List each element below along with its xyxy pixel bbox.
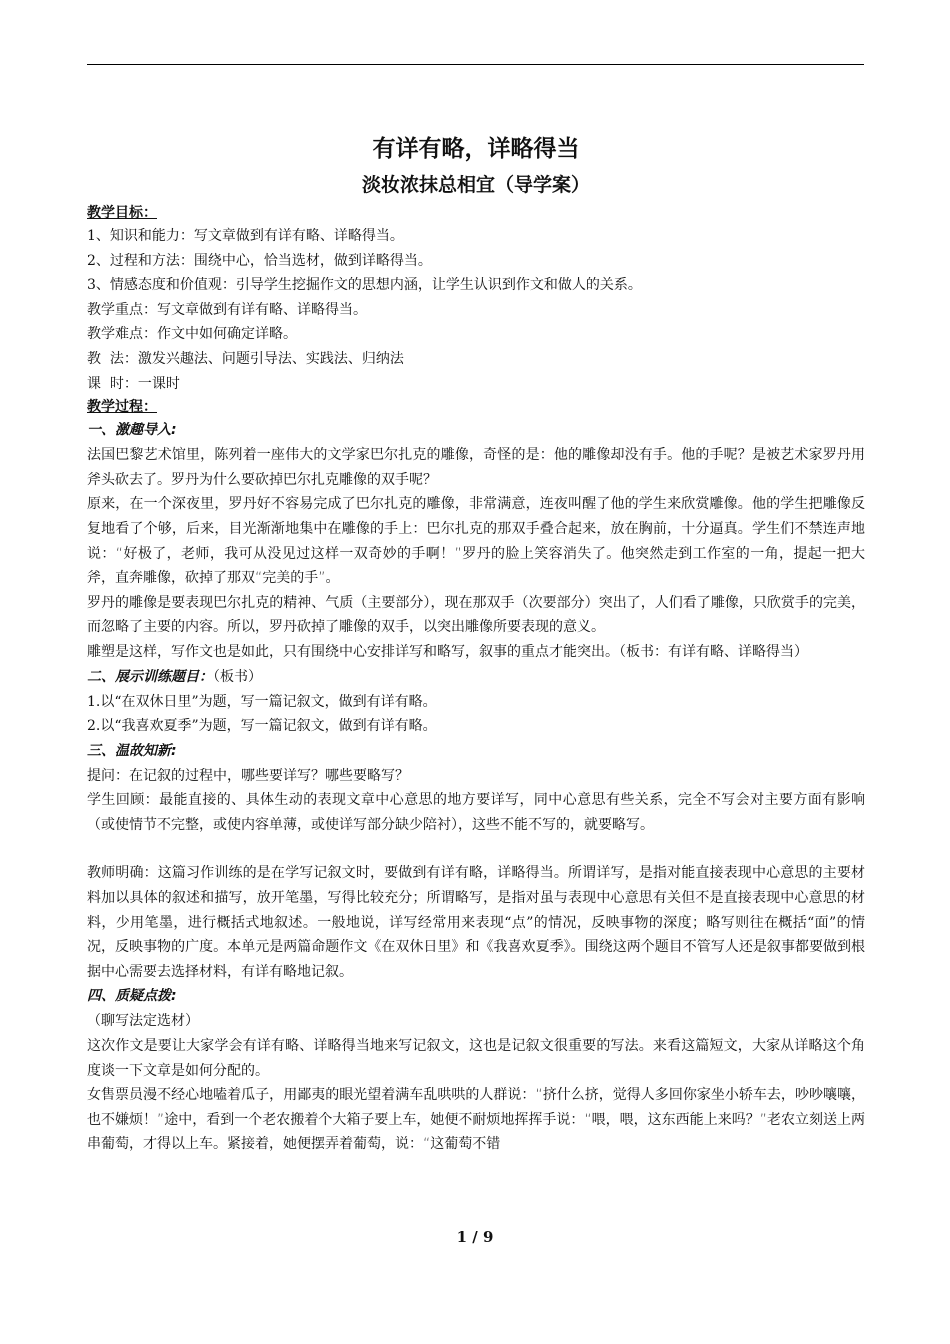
section-3-heading: 三、温故知新: <box>87 742 177 759</box>
section-3-question: 提问：在记叙的过程中，哪些要详写？哪些要略写？ <box>87 767 409 784</box>
section-4-heading: 四、质疑点拨: <box>87 988 177 1005</box>
document-subtitle: 淡妆浓抹总相宜（导学案） <box>361 174 590 196</box>
blank-line <box>87 837 865 861</box>
goals-heading: 教学目标： <box>87 205 157 221</box>
key-point: 教学重点：写文章做到有详有略、详略得当。 <box>87 301 367 318</box>
page-number: 1 / 9 <box>456 1228 494 1246</box>
goal-item: 3、情感态度和价值观：引导学生挖掘作文的思想内涵，让学生认识到作文和做人的关系。 <box>87 277 642 294</box>
section-2-note: （板书） <box>213 668 262 685</box>
section-4-subheading: （聊写法定选材） <box>87 1013 199 1030</box>
section-4-sample-text: 女售票员漫不经心地嗑着瓜子，用鄙夷的眼光望着满车乱哄哄的人群说：“挤什么挤，觉得人多回你家坐小轿车去，吵吵嚷嚷，也不嫌烦！”途中，看到一个老农搬着个大箱子要上车，她便不耐烦地挥挥手说：“喂，喂，这东西能上来吗？”老农立刻送上两串葡萄，才得以上车。紧接着，她便摆弄着葡萄，说：“这葡萄不错 <box>87 1087 865 1153</box>
document-body <box>87 132 865 1157</box>
teaching-method: 教 法：激发兴趣法、问题引导法、实践法、归纳法 <box>87 350 404 367</box>
section-3-student-answer: 学生回顾：最能直接的、具体生动的表现文章中心意思的地方要详写，同中心意思有些关系，完全不写会对主要方面有影响（或使情节不完整，或使内容单薄，或使详写部分缺少陪衬），这些不能不写的，就要略写。 <box>87 792 865 833</box>
difficult-point: 教学难点：作文中如何确定详略。 <box>87 326 297 343</box>
exercise-item: 2.以“我喜欢夏季”为题，写一篇记叙文，做到有详有略。 <box>87 718 437 735</box>
section-1-heading: 一、激趣导入: <box>87 422 177 439</box>
exercise-item: 1.以“在双休日里”为题，写一篇记叙文，做到有详有略。 <box>87 693 437 710</box>
section-1-para-2: 原来，在一个深夜里，罗丹好不容易完成了巴尔扎克的雕像，非常满意，连夜叫醒了他的学生来欣赏雕像。他的学生把雕像反复地看了个够，后来，目光渐渐地集中在雕像的手上：巴尔扎克的那双手叠合起来，放在胸前，十分逼真。学生们不禁连声地说：“好极了，老师，我可从没见过这样一双奇妙的手啊！”罗丹的脸上笑容消失了。他突然走到工作室的一角，提起一把大斧，直奔雕像，砍掉了那双“完美的手”。 <box>87 496 865 587</box>
goal-item: 2、过程和方法：围绕中心，恰当选材，做到详略得当。 <box>87 252 432 269</box>
section-1-para-3: 罗丹的雕像是要表现巴尔扎克的精神、气质（主要部分），现在那双手（次要部分）突出了，人们看了雕像，只欣赏手的完美，而忽略了主要的内容。所以，罗丹砍掉了雕像的双手，以突出雕像所要表现的意义。 <box>87 594 865 636</box>
document-title: 有详有略，详略得当 <box>372 135 580 162</box>
process-heading: 教学过程： <box>87 399 157 416</box>
section-1-para-4: 雕塑是这样，写作文也是如此，只有围绕中心安排详写和略写，叙事的重点才能突出。（板书：有详有略、详略得当） <box>87 643 808 660</box>
goal-item: 1、知识和能力：写文章做到有详有略、详略得当。 <box>87 228 404 244</box>
section-1-para-1: 法国巴黎艺术馆里，陈列着一座伟大的文学家巴尔扎克的雕像，奇怪的是：他的雕像却没有手。他的手呢？是被艺术家罗丹用斧头砍去了。罗丹为什么要砍掉巴尔扎克雕像的双手呢？ <box>87 447 865 488</box>
section-4-para-1: 这次作文是要让大家学会有详有略、详略得当地来写记叙文，这也是记叙文很重要的写法。来看这篇短文，大家从详略这个角度谈一下文章是如何分配的。 <box>87 1038 865 1079</box>
class-hours: 课 时：一课时 <box>87 375 180 392</box>
section-2-heading: 二、展示训练题目：（板书） <box>87 668 262 685</box>
section-3-teacher-clarify: 教师明确：这篇习作训练的是在学写记叙文时，要做到有详有略，详略得当。所谓详写，是指对能直接表现中心意思的主要材料加以具体的叙述和描写，放开笔墨，写得比较充分；所谓略写，是指对虽与表现中心意思有关但不是直接表现中心意思的材料，少用笔墨，进行概括式地叙述。一般地说，详写经常用来表现“点”的情况，反映事物的深度；略写则往在概括“面”的情况，反映事物的广度。本单元是两篇命题作文《在双休日里》和《我喜欢夏季》。围绕这两个题目不管写人还是叙事都要做到根据中心需要去选择材料，有详有略地记叙。 <box>87 865 865 980</box>
header-rule <box>87 64 864 65</box>
